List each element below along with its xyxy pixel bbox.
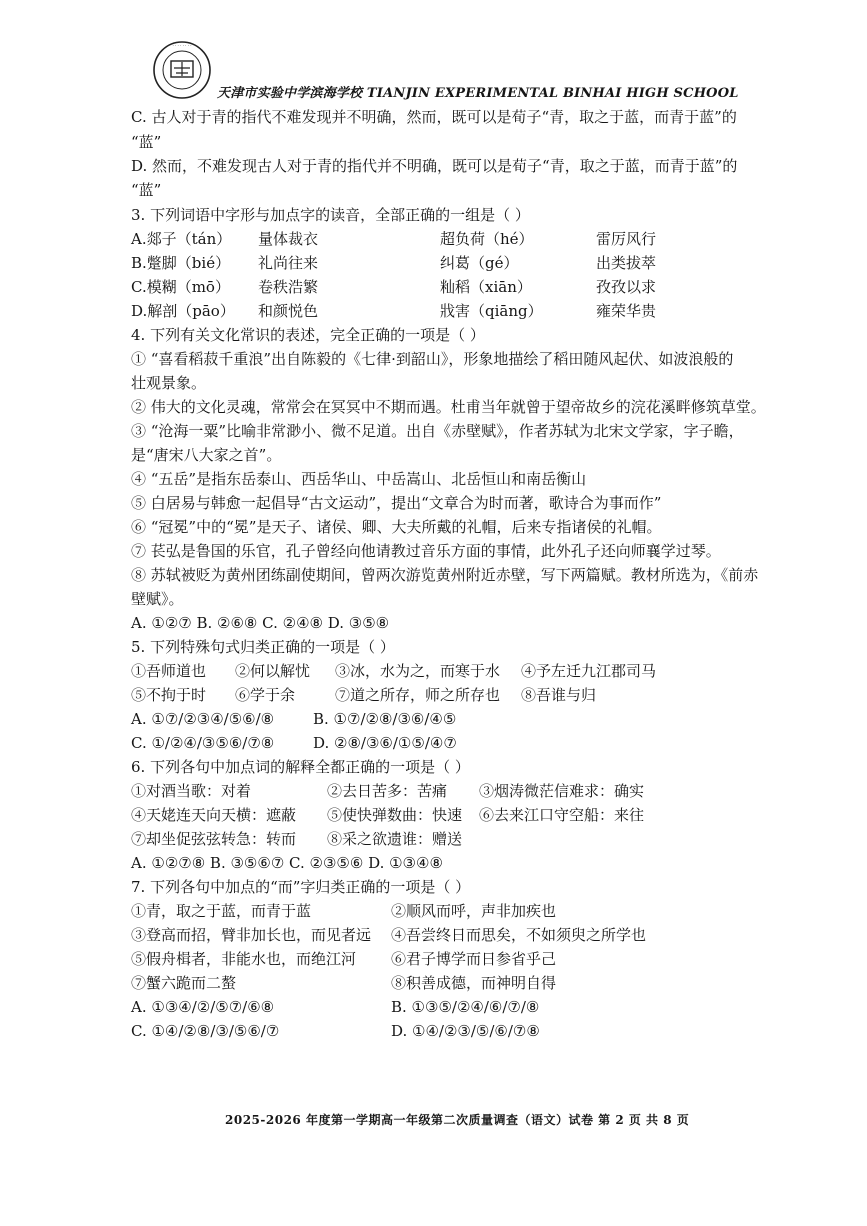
option-d-line2: “蓝” — [131, 181, 162, 199]
q5-sentence: ⑤不拘于时 — [131, 686, 207, 704]
q4-item-1-line1: ① “喜看稻菽千重浪”出自陈毅的《七律·到韶山》，形象地描绘了稻田随风起伏、如波浪般的 — [131, 350, 734, 368]
q5-sentence: ⑧吾谁与归 — [521, 686, 597, 704]
q7-sentence: ①青，取之于蓝，而青于蓝 — [131, 902, 312, 920]
option-d-line1: D. 然而，不难发现古人对于青的指代并不明确，既可以是荀子“青，取之于蓝，而青于蓝”的 — [131, 157, 738, 175]
q3-cell: 纠葛（gé） — [440, 254, 519, 272]
q3-cell: 雍荣华贵 — [596, 302, 657, 320]
q3-cell: 和颜悦色 — [258, 302, 319, 320]
q7-sentence: ③登高而招，臂非加长也，而见者远 — [131, 926, 372, 944]
q4-item-8-line1: ⑧ 苏轼被贬为黄州团练副使期间，曾两次游览黄州附近赤壁，写下两篇赋。教材所选为，《前赤 — [131, 566, 759, 584]
q5-option-a: A. ①⑦/②③④/⑤⑥/⑧ — [131, 710, 275, 728]
q7-sentence: ②顺风而呼，声非加疾也 — [391, 902, 557, 920]
q7-option-b: B. ①③⑤/②④/⑥/⑦/⑧ — [391, 998, 540, 1016]
q6-item: ①对酒当歌：对着 — [131, 782, 252, 800]
q7-sentence: ⑤假舟楫者，非能水也，而绝江河 — [131, 950, 357, 968]
q4-item-2: ② 伟大的文化灵魂，常常会在冥冥中不期而遇。杜甫当年就曾于望帝故乡的浣花溪畔修筑草堂。 — [131, 398, 766, 416]
q3-cell: 出类拔萃 — [596, 254, 657, 272]
q6-item: ②去日苦多：苦痛 — [327, 782, 448, 800]
q7-option-c: C. ①④/②⑧/③/⑤⑥/⑦ — [131, 1022, 280, 1040]
q3-cell: 量体裁衣 — [258, 230, 319, 248]
q7-sentence: ④吾尝终日而思矣，不如须臾之所学也 — [391, 926, 647, 944]
q5-sentence: ⑥学于余 — [235, 686, 296, 704]
question-7-stem: 7. 下列各句中加点的“而”字归类正确的一项是（ ） — [131, 878, 471, 896]
q5-sentence: ④予左迁九江郡司马 — [521, 662, 657, 680]
q6-item: ③烟涛微茫信难求：确实 — [479, 782, 645, 800]
q7-sentence: ⑦蟹六跪而二螯 — [131, 974, 237, 992]
q3-cell: C.模糊（mō） — [131, 278, 230, 296]
question-4-stem: 4. 下列有关文化常识的表述，完全正确的一项是（ ） — [131, 326, 485, 344]
q4-item-3-line2: 是“唐宋八大家之首”。 — [131, 446, 282, 464]
question-3-stem: 3. 下列词语中字形与加点字的读音，全部正确的一组是（ ） — [131, 206, 530, 224]
question-5-stem: 5. 下列特殊句式归类正确的一项是（ ） — [131, 638, 395, 656]
q4-item-8-line2: 壁赋》。 — [131, 590, 184, 608]
q3-cell: B.蹩脚（bié） — [131, 254, 231, 272]
q3-cell: 卷秩浩繁 — [258, 278, 319, 296]
q7-option-a: A. ①③④/②/⑤⑦/⑥⑧ — [131, 998, 275, 1016]
q7-option-d: D. ①④/②③/⑤/⑥/⑦⑧ — [391, 1022, 540, 1040]
q3-cell: A.郯子（tán） — [131, 230, 232, 248]
q3-cell: 超负荷（hé） — [440, 230, 534, 248]
q3-cell: 籼稻（xiān） — [440, 278, 532, 296]
option-c-line2: “蓝” — [131, 133, 162, 151]
q6-item: ⑤使快弹数曲：快速 — [327, 806, 463, 824]
q7-sentence: ⑥君子博学而日参省乎己 — [391, 950, 557, 968]
option-c-line1: C. 古人对于青的指代不难发现并不明确，然而，既可以是荀子“青，取之于蓝，而青于蓝”的 — [131, 108, 737, 126]
q5-option-d: D. ②⑧/③⑥/①⑤/④⑦ — [313, 734, 457, 752]
q4-item-3-line1: ③ “沧海一粟”比喻非常渺小、微不足道。出自《赤壁赋》，作者苏轼为北宋文学家，字子瞻， — [131, 422, 744, 440]
q5-sentence: ③冰，水为之，而寒于水 — [335, 662, 501, 680]
q5-sentence: ②何以解忧 — [235, 662, 311, 680]
q6-item: ④天姥连天向天横：遮蔽 — [131, 806, 297, 824]
q4-item-1-line2: 壮观景象。 — [131, 374, 207, 392]
q4-item-5: ⑤ 白居易与韩愈一起倡导“古文运动”，提出“文章合为时而著，歌诗合为事而作” — [131, 494, 662, 512]
q5-sentence: ①吾师道也 — [131, 662, 207, 680]
q3-cell: D.解剖（pāo） — [131, 302, 235, 320]
page-footer: 2025-2026 年度第一学期高一年级第二次质量调查（语文）试卷 第 2 页 共 8 页 — [225, 1113, 690, 1127]
q5-option-c: C. ①/②④/③⑤⑥/⑦⑧ — [131, 734, 275, 752]
q4-item-6: ⑥ “冠冕”中的“冕”是天子、诸侯、卿、大夫所戴的礼帽，后来专指诸侯的礼帽。 — [131, 518, 662, 536]
q4-item-7: ⑦ 苌弘是鲁国的乐官，孔子曾经向他请教过音乐方面的事情，此外孔子还向师襄学过琴。 — [131, 542, 721, 560]
q6-item: ⑥去来江口守空船：来往 — [479, 806, 645, 824]
q4-item-4: ④ “五岳”是指东岳泰山、西岳华山、中岳嵩山、北岳恒山和南岳衡山 — [131, 470, 587, 488]
q6-item: ⑦却坐促弦弦转急：转而 — [131, 830, 297, 848]
q3-cell: 戕害（qiāng） — [440, 302, 543, 320]
school-seal-logo — [152, 40, 212, 100]
school-name-header: 天津市实验中学滨海学校 TIANJIN EXPERIMENTAL BINHAI HIGH SCHOOL — [217, 86, 739, 101]
q6-item: ⑧采之欲遗谁：赠送 — [327, 830, 463, 848]
q3-cell: 孜孜以求 — [596, 278, 657, 296]
q5-option-b: B. ①⑦/②⑧/③⑥/④⑤ — [313, 710, 457, 728]
q7-sentence: ⑧积善成德，而神明自得 — [391, 974, 557, 992]
q6-answer-options: A. ①②⑦⑧ B. ③⑤⑥⑦ C. ②③⑤⑥ D. ①③④⑧ — [131, 854, 443, 872]
question-6-stem: 6. 下列各句中加点词的解释全都正确的一项是（ ） — [131, 758, 470, 776]
q3-cell: 雷厉风行 — [596, 230, 657, 248]
svg-text:· · · · · · · ·: · · · · · · · · — [172, 43, 192, 48]
q4-answer-options: A. ①②⑦ B. ②⑥⑧ C. ②④⑧ D. ③⑤⑧ — [131, 614, 390, 632]
q3-cell: 礼尚往来 — [258, 254, 319, 272]
q5-sentence: ⑦道之所存，师之所存也 — [335, 686, 501, 704]
